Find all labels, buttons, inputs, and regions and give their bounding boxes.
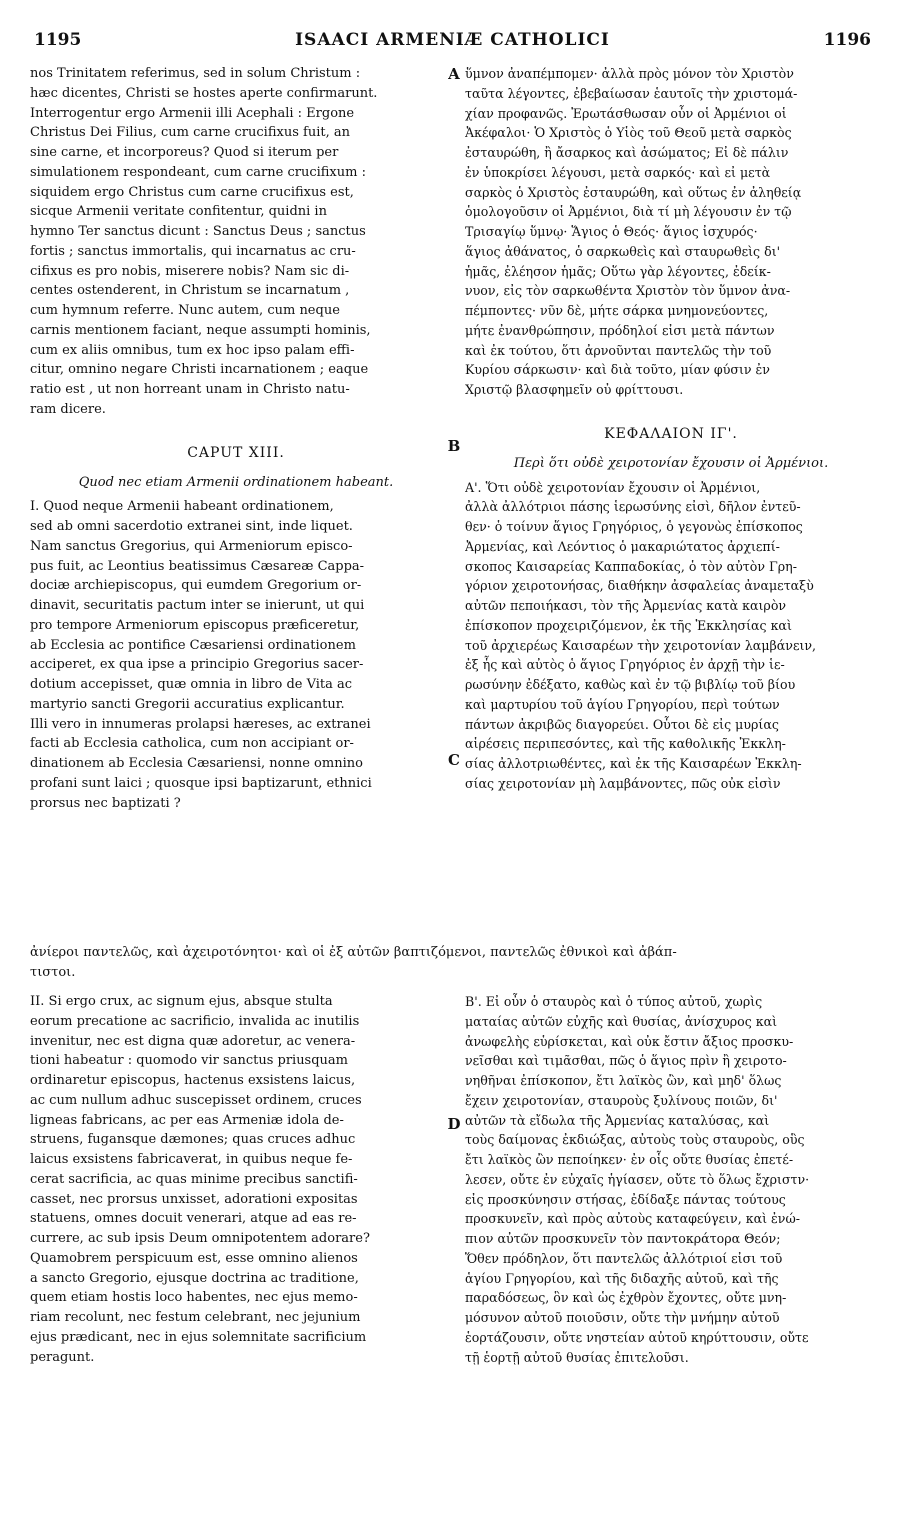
text-line: martyrio sancti Gregorii accuratius explicantur. <box>30 696 345 712</box>
text-line: χίαν προφανῶς. Ἐρωτάσθωσαν οὖν οἱ Ἀρμένιοι οἱ <box>465 105 787 121</box>
text-line: τῇ ἑορτῇ αὐτοῦ θυσίας ἐπιτελοῦσι. <box>465 1349 689 1365</box>
text-line: eorum precatione ac sacrificio, invalida ac inutilis <box>30 1013 360 1029</box>
text-line: σίας χειροτονίαν μὴ λαμβάνοντες, πῶς οὐκ εἰσὶν <box>465 775 781 791</box>
text-line: ἡμᾶς, ἐλέησον ἡμᾶς; Οὕτω γὰρ λέγοντες, ἐδείκ- <box>465 263 771 279</box>
latin-chapter-title: CAPUT XIII. <box>187 445 285 462</box>
text-line: ligneas fabricans, ac per eas Armeniæ idola de- <box>30 1112 344 1128</box>
greek-section-1 <box>465 478 877 794</box>
text-line: tioni habeatur : quomodo vir sanctus priusquam <box>30 1053 349 1069</box>
text-line: riam recolunt, nec festum celebrant, nec jejunium <box>30 1310 361 1325</box>
text-line: invenitur, nec est digna quæ adoretur, ac venera- <box>30 1033 356 1049</box>
text-line: εἰς προσκύνησιν στήσας, ἐδίδαξε πάντας τούτους <box>465 1191 786 1207</box>
text-line: dinavit, securitatis pactum inter se inierunt, ut qui <box>30 598 365 613</box>
text-line: Nam sanctus Gregorius, qui Armeniorum episco- <box>30 538 353 554</box>
text-line: ac cum nullum adhuc suscepisset ordinem, cruces <box>30 1092 362 1108</box>
text-line: ἐν ὑποκρίσει λέγουσι, μετὰ σαρκός· καὶ εἰ μετὰ <box>465 164 771 180</box>
text-line: pus fuit, ac Leontius beatissimus Cæsareæ Cappa- <box>30 558 365 574</box>
text-line: Ἀρμενίας, καὶ Λεόντιος ὁ μακαριώτατος ἀρχιεπί- <box>465 538 780 554</box>
text-line: dociæ archiepiscopus, qui eumdem Gregorium or- <box>30 578 362 594</box>
text-line: σίας ἀλλοτριωθέντες, καὶ ἐκ τῆς Καισαρέων Ἐκκλη- <box>465 756 802 771</box>
text-line: πέμποντες· νῦν δὲ, μήτε σάρκα μνημονεύοντες, <box>465 303 769 318</box>
text-line: πάντων ἀκριβῶς διαγορεύει. Οὗτοι δὲ εἰς μυρίας <box>465 716 779 732</box>
text-line: νεῖσθαι καὶ τιμᾶσθαι, πῶς ὁ ἅγιος πρὶν ἢ χειροτο- <box>465 1053 787 1069</box>
text-line: ἀλλὰ ἀλλότριοι πάσης ἱερωσύνης εἰσὶ, δῆλον ἐντεῦ- <box>465 499 801 515</box>
text-line: profani sunt laici ; quosque ipsi baptizarunt, ethnici <box>30 775 372 791</box>
text-line: μόσυνον αὐτοῦ ποιοῦσιν, οὔτε τὴν μνήμην αὐτοῦ <box>465 1310 780 1325</box>
text-line: laicus exsistens fabricaverat, in quibus neque fe- <box>30 1152 353 1167</box>
text-line: Christus Dei Filius, cum carne crucifixus fuit, an <box>30 125 350 141</box>
text-line: ρωσύνην ἐδέξατο, καθὼς καὶ ἐν τῷ βιβλίῳ τοῦ βίου <box>465 677 796 692</box>
margin-letter-b: B <box>447 437 461 455</box>
text-line: simulationem respondeant, cum carne crucifixum : <box>30 164 366 180</box>
text-line: Τρισαγίῳ ὕμνῳ· Ἅγιος ὁ Θεός· ἅγιος ἰσχυρός· <box>465 224 758 239</box>
text-line: Α'. Ὅτι οὐδὲ χειροτονίαν ἔχουσιν οἱ Ἀρμένιοι, <box>465 479 761 495</box>
text-line: ἑορτάζουσιν, οὔτε νηστείαν αὐτοῦ κηρύττουσιν, οὔτε <box>465 1329 809 1345</box>
text-line: Ὅθεν πρόδηλον, ὅτι παντελῶς ἀλλότριοί εἰσι τοῦ <box>465 1250 783 1266</box>
text-line: αὐτῶν τὰ εἴδωλα τῆς Ἀρμενίας καταλύσας, καὶ <box>465 1112 770 1128</box>
text-line: nos Trinitatem referimus, sed in solum Christum : <box>30 66 361 81</box>
margin-letter-c: C <box>448 751 460 769</box>
text-line: καὶ ἐκ τούτου, ὅτι ἀρνοῦνται παντελῶς τὴν τοῦ <box>465 342 772 358</box>
text-line: νηθῆναι ἐπίσκοπον, ἔτι λαϊκὸς ὢν, καὶ μηδ' ὅλως <box>465 1073 782 1088</box>
running-title: ISAACI ARMENIÆ CATHOLICI <box>295 30 610 50</box>
text-line: sine carne, et incorporeus? Quod si iterum per <box>30 145 339 160</box>
text-line: ἐσταυρώθη, ἢ ἄσαρκος καὶ ἀσώματος; Εἰ δὲ πάλιν <box>465 145 789 160</box>
text-line: μήτε ἐνανθρώπησιν, πρόδηλοί εἰσι μετὰ πάντων <box>465 322 775 338</box>
text-line: carnis mentionem faciant, neque assumpti hominis, <box>30 322 371 338</box>
text-line: fortis ; sanctus immortalis, qui incarnatus ac cru- <box>30 243 356 259</box>
greek-chapter-subtitle: Περὶ ὅτι οὐδὲ χειροτονίαν ἔχουσιν οἱ Ἀρμένιοι. <box>513 455 829 471</box>
latin-top-paragraph <box>30 64 442 420</box>
greek-top-paragraph <box>465 64 877 400</box>
text-line: σκοπος Καισαρείας Καππαδοκίας, ὁ τὸν αὐτὸν Γρη- <box>465 558 797 574</box>
text-line: τοὺς δαίμονας ἐκδιώξας, αὐτοὺς τοὺς σταυροὺς, οὓς <box>465 1132 805 1148</box>
text-line: citur, omnino negare Christi incarnationem ; eaque <box>30 362 369 378</box>
greek-column <box>465 64 877 794</box>
text-line: cum ex aliis omnibus, tum ex hoc ipso palam effi- <box>30 342 355 358</box>
text-line: sed ab omni sacerdotio extranei sint, inde liquet. <box>30 519 353 534</box>
text-line: dotium accepisset, quæ omnia in libro de Vita ac <box>30 677 353 692</box>
text-line: σαρκὸς ὁ Χριστὸς ἐσταυρώθη, καὶ οὕτως ἐν ἀληθείᾳ <box>465 184 802 200</box>
text-line: ματαίας αὐτῶν εὐχῆς καὶ θυσίας, ἀνίσχυρος καὶ <box>465 1013 778 1029</box>
text-line: peragunt. <box>30 1349 95 1365</box>
text-line: facti ab Ecclesia catholica, cum non accipiant or- <box>30 736 354 752</box>
text-line: αἱρέσεις περιπεσόντες, καὶ τῆς καθολικῆς Ἐκκλη- <box>465 736 786 752</box>
greek-column-lower <box>465 992 877 1367</box>
text-line: ab Ecclesia ac pontifice Cæsariensi ordinationem <box>30 637 356 653</box>
text-line: ἔτι λαϊκὸς ὢν πεποίηκεν· ἐν οἷς οὔτε θυσίας ἐπετέ- <box>465 1152 794 1167</box>
text-line: προσκυνεῖν, καὶ πρὸς αὐτοὺς καταφεύγειν, καὶ ἐνώ- <box>465 1211 800 1227</box>
text-line: Β'. Εἰ οὖν ὁ σταυρὸς καὶ ὁ τύπος αὐτοῦ, χωρὶς <box>465 994 763 1009</box>
latin-chapter-subtitle: Quod nec etiam Armenii ordinationem habeant. <box>78 475 394 491</box>
latin-column <box>30 64 442 813</box>
page-number-right: 1196 <box>823 30 871 50</box>
text-line: πιον αὐτῶν προσκυνεῖν τὸν παντοκράτορα Θεόν; <box>465 1231 781 1246</box>
latin-section-2 <box>30 992 442 1367</box>
margin-letter-d: D <box>447 1115 461 1133</box>
text-line: sicque Armenii veritate confitentur, quidni in <box>30 204 327 220</box>
text-line: θεν· ὁ τοίνυν ἅγιος Γρηγόριος, ὁ γεγονὼς ἐπίσκοπος <box>465 519 803 534</box>
text-line: a sancto Gregorio, ejusque doctrina ac traditione, <box>30 1270 359 1286</box>
text-line: γόριον χειροτονήσας, διαθήκην ἀσφαλείας ἀναμεταξὺ <box>465 578 814 594</box>
text-line: ἐπίσκοπον προχειριζόμενον, ἐκ τῆς Ἐκκλησίας καὶ <box>465 617 792 633</box>
text-line: αὐτῶν πεποιήκασι, τὸν τῆς Ἀρμενίας κατὰ καιρὸν <box>465 598 787 613</box>
text-line: Ἀκέφαλοι· Ὁ Χριστὸς ὁ Υἱὸς τοῦ Θεοῦ μετὰ σαρκὸς <box>465 125 792 141</box>
greek-continuation-line-2: τιστοι. <box>30 965 76 980</box>
text-line: Illi vero in innumeras prolapsi hæreses, ac extranei <box>30 716 371 732</box>
text-line: struens, fugansque dæmones; quas cruces adhuc <box>30 1132 356 1148</box>
text-line: hymno Ter sanctus dicunt : Sanctus Deus ; sanctus <box>30 224 366 239</box>
text-line: λεσεν, οὔτε ἐν εὐχαῖς ἡγίασεν, οὔτε τὸ ὅλως ἔχριστν· <box>465 1171 810 1187</box>
text-line: Quamobrem perspicuum est, esse omnino alienos <box>30 1250 358 1266</box>
page-number-left: 1195 <box>34 30 82 50</box>
text-line: I. Quod neque Armenii habeant ordinationem, <box>30 499 334 515</box>
text-line: hæc dicentes, Christi se hostes aperte confirmarunt. <box>30 85 378 101</box>
text-line: ἁγίου Γρηγορίου, καὶ τῆς διδαχῆς αὐτοῦ, καὶ τῆς <box>465 1270 779 1286</box>
greek-section-2 <box>465 992 877 1367</box>
text-line: ἔχειν χειροτονίαν, σταυροὺς ξυλίνους ποιῶν, δι' <box>465 1092 778 1108</box>
text-line: siquidem ergo Christus cum carne crucifixus est, <box>30 184 354 200</box>
text-line: Κυρίου σάρκωσιν· καὶ διὰ τοῦτο, μίαν φύσιν ἐν <box>465 362 770 378</box>
text-line: ἀνωφελὴς εὑρίσκεται, καὶ οὐκ ἔστιν ἄξιος προσκυ- <box>465 1033 794 1049</box>
text-line: Χριστῷ βλασφημεῖν οὐ φρίττουσι. <box>465 382 684 397</box>
text-line: prorsus nec baptizati ? <box>30 795 181 811</box>
text-line: ὁμολογοῦσιν οἱ Ἀρμένιοι, διὰ τί μὴ λέγουσιν ἐν τῷ <box>465 204 792 220</box>
text-line: cerat sacrificia, ac quas minime precibus sanctifi- <box>30 1171 358 1187</box>
text-line: παραδόσεως, ὃν καὶ ὡς ἐχθρὸν ἔχοντες, οὔτε μνη- <box>465 1290 787 1306</box>
text-line: currere, ac sub ipsis Deum omnipotentem adorare? <box>30 1231 370 1246</box>
text-line: dinationem ab Ecclesia Cæsariensi, nonne omnino <box>30 756 363 771</box>
text-line: νυον, εἰς τὸν σαρκωθέντα Χριστὸν τὸν ὕμνον ἀνα- <box>465 283 791 299</box>
text-line: ταῦτα λέγοντες, ἐβεβαίωσαν ἑαυτοῖς τὴν χριστομά- <box>465 85 798 101</box>
text-line: pro tempore Armeniorum episcopus præficeretur, <box>30 617 360 633</box>
text-line: ordinaretur episcopus, hactenus exsistens laicus, <box>30 1073 356 1088</box>
margin-letter-a: A <box>448 65 460 83</box>
text-line: casset, nec prorsus unxisset, adorationi expositas <box>30 1191 358 1207</box>
latin-column-lower <box>30 992 442 1367</box>
text-line: ejus prædicant, nec in ejus solemnitate sacrificium <box>30 1329 367 1345</box>
text-line: Interrogentur ergo Armenii illi Acephali : Ergone <box>30 105 355 121</box>
text-line: ἅγιος ἀθάνατος, ὁ σαρκωθεὶς καὶ σταυρωθεὶς δι' <box>465 243 781 259</box>
text-line: ratio est , ut non horreant unam in Christo natu- <box>30 382 350 397</box>
text-line: statuens, omnes docuit venerari, atque ad eas re- <box>30 1211 357 1227</box>
text-line: quem etiam hostis loco habentes, nec ejus memo- <box>30 1290 358 1306</box>
text-line: τοῦ ἀρχιερέως Καισαρέων τὴν χειροτονίαν λαμβάνειν, <box>465 637 817 653</box>
text-line: cifixus es pro nobis, miserere nobis? Nam sic di- <box>30 263 350 279</box>
text-line: ὕμνον ἀναπέμπομεν· ἀλλὰ πρὸς μόνον τὸν Χριστὸν <box>465 66 794 81</box>
text-line: ἐξ ἧς καὶ αὐτὸς ὁ ἅγιος Γρηγόριος ἐν ἀρχῇ τὴν ἱε- <box>465 657 785 673</box>
text-line: acciperet, ex qua ipse a principio Gregorius sacer- <box>30 657 364 673</box>
text-line: ram dicere. <box>30 401 106 417</box>
text-line: καὶ μαρτυρίου τοῦ ἁγίου Γρηγορίου, περὶ τούτων <box>465 696 780 712</box>
page-header <box>30 30 875 56</box>
text-line: II. Si ergo crux, ac signum ejus, absque stulta <box>30 994 333 1009</box>
text-line: cum hymnum referre. Nunc autem, cum neque <box>30 303 340 318</box>
greek-chapter-title: ΚΕΦΑΛΑΙΟΝ ΙΓ'. <box>604 425 738 442</box>
text-line: centes ostenderent, in Christum se incarnatum , <box>30 283 350 299</box>
greek-continuation-line-1: ἀνίεροι παντελῶς, καὶ ἀχειροτόνητοι· καὶ οἱ ἐξ αὐτῶν βαπτιζόμενοι, παντελῶς ἐθνικοὶ καὶ ἀβάπ- <box>30 945 677 960</box>
latin-section-1 <box>30 497 442 813</box>
